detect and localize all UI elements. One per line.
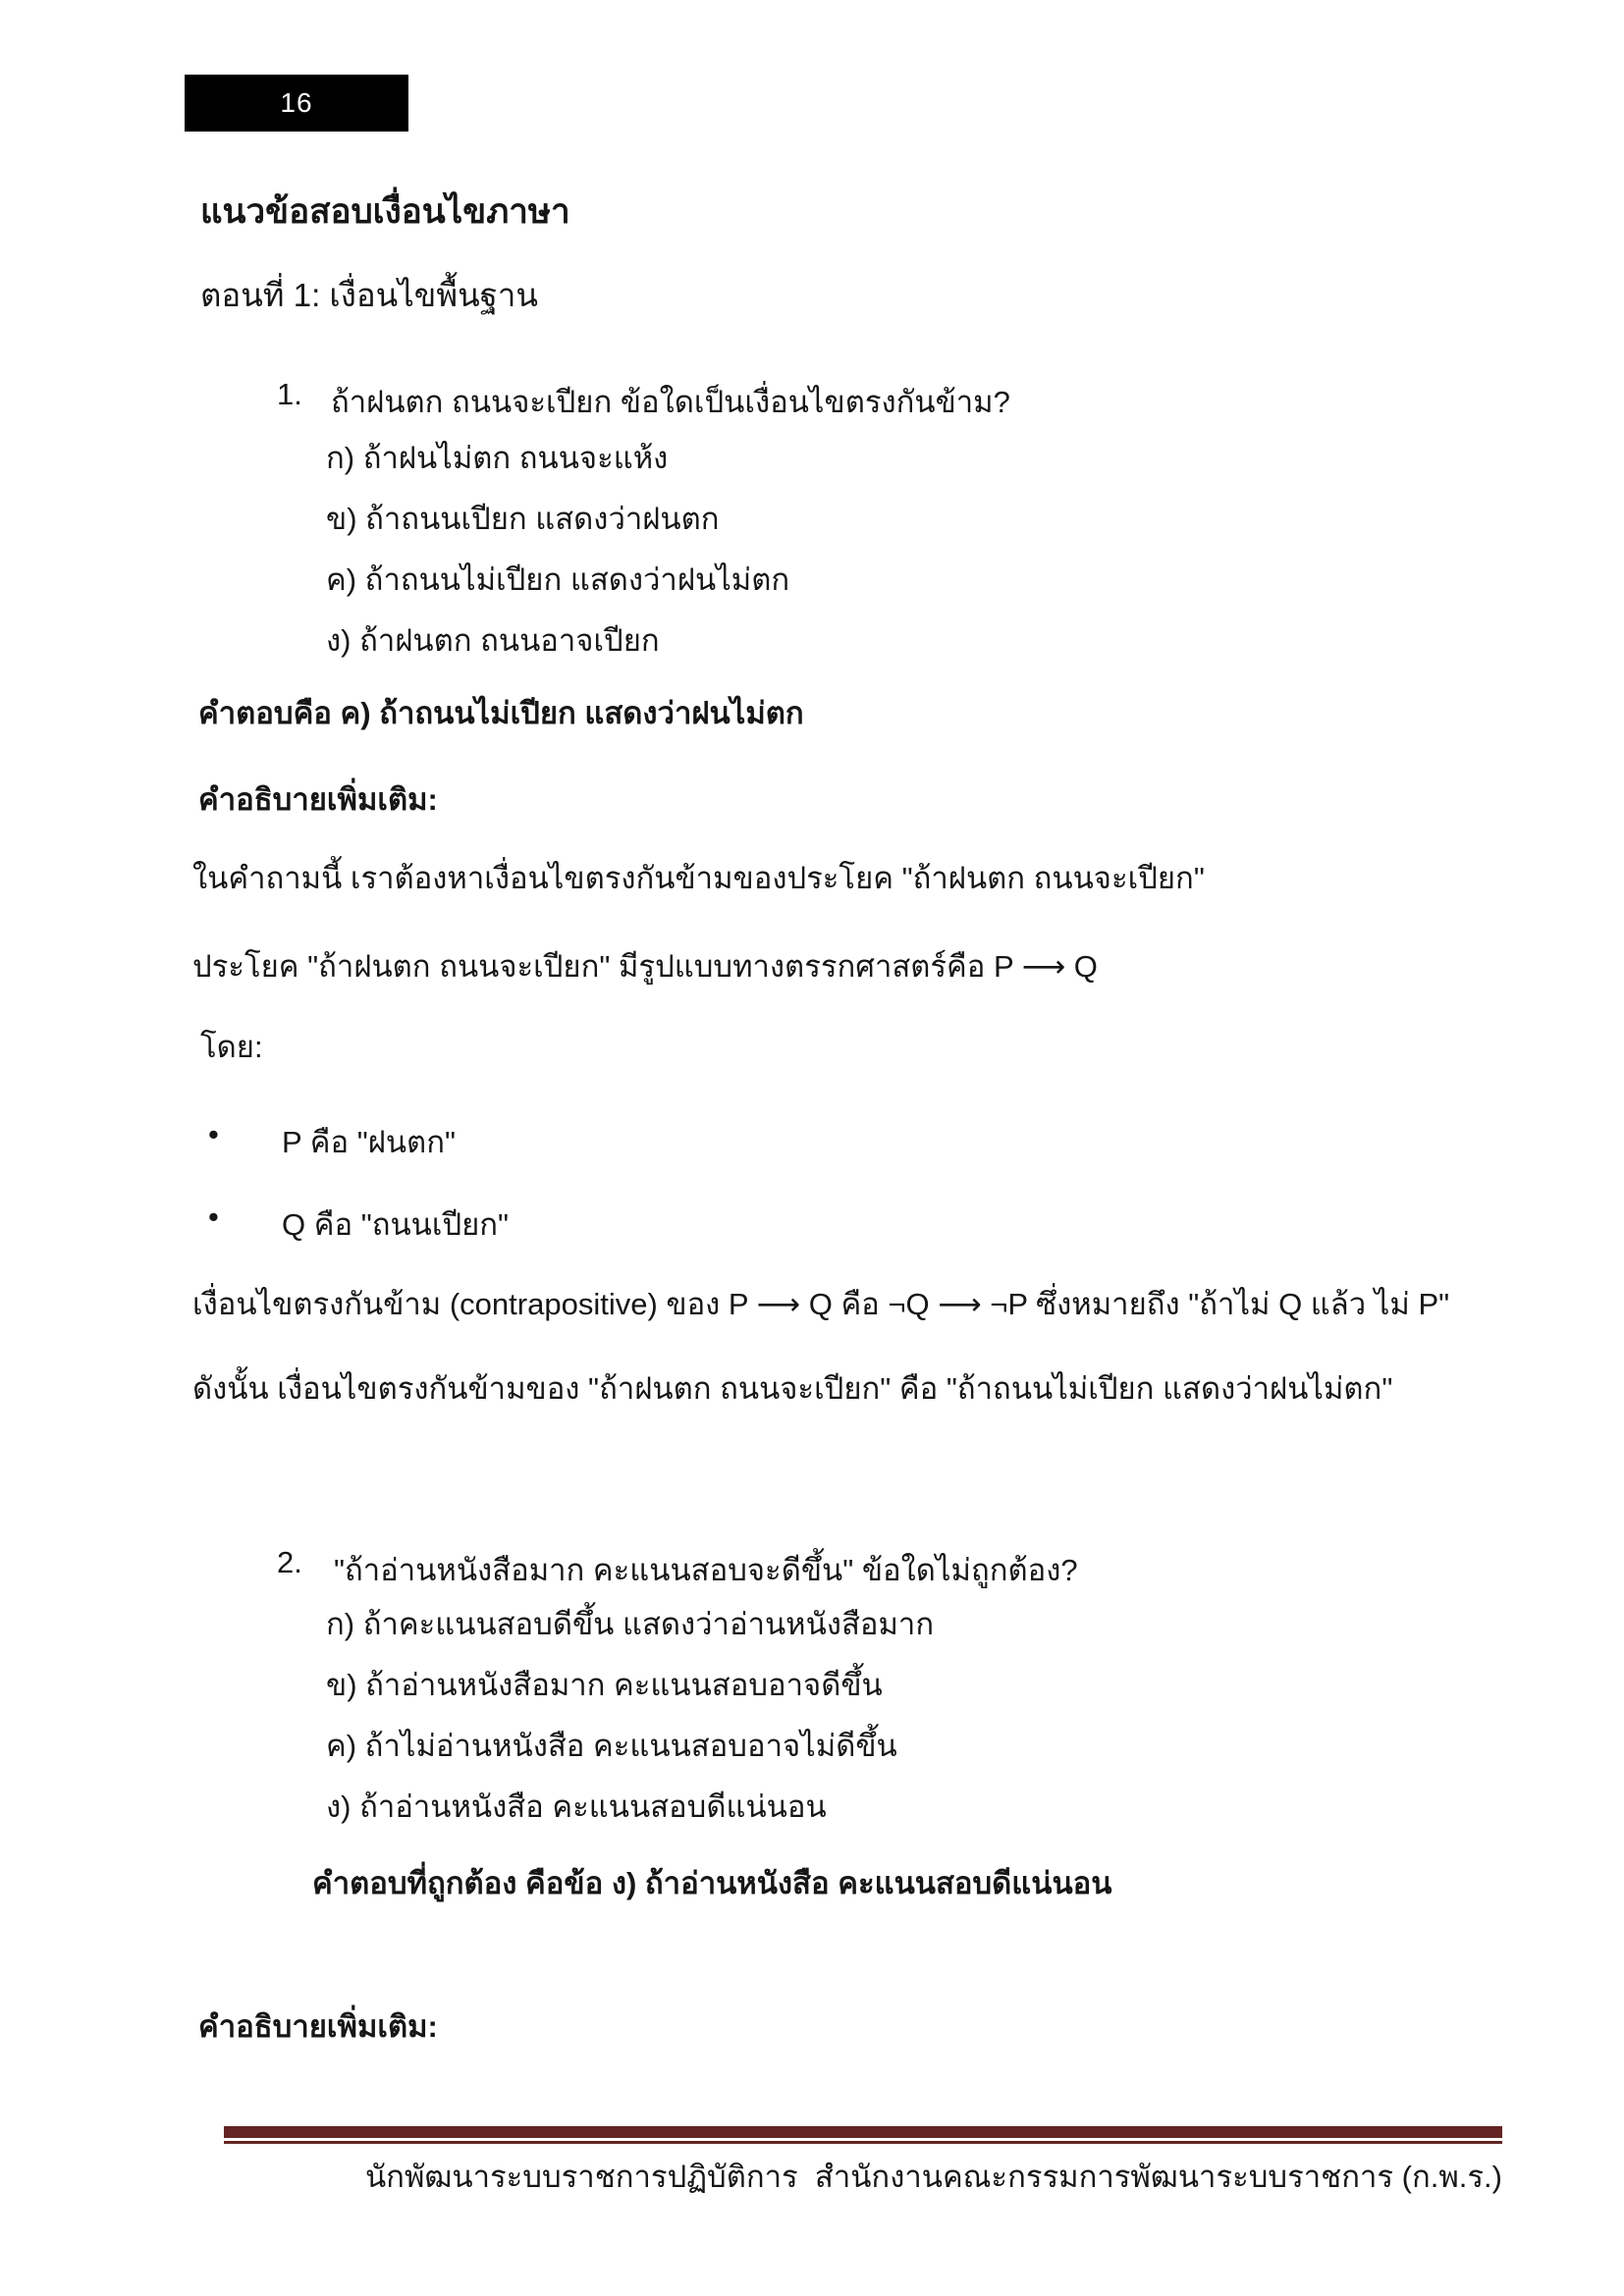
- explanation-paragraph-4: ดังนั้น เงื่อนไขตรงกันข้ามของ "ถ้าฝนตก ถนนจะเปียก" คือ "ถ้าถนนไม่เปียก แสดงว่าฝนไม่ตก": [192, 1371, 1393, 1406]
- question-1-answer: คำตอบคือ ค) ถ้าถนนไม่เปียก แสดงว่าฝนไม่ตก: [198, 696, 804, 730]
- question-1-text: ถ้าฝนตก ถนนจะเปียก ข้อใดเป็นเงื่อนไขตรงกันข้าม?: [331, 385, 1010, 419]
- question-1-option-a: ก) ถ้าฝนไม่ตก ถนนจะแห้ง: [326, 441, 669, 475]
- page-number: 16: [280, 87, 313, 118]
- question-1-explanation-heading: คำอธิบายเพิ่มเติม:: [198, 782, 438, 817]
- footer-rule-thick-line: [224, 2126, 1502, 2138]
- question-2-number: 2.: [277, 1545, 302, 1579]
- question-2-option-b: ข) ถ้าอ่านหนังสือมาก คะแนนสอบอาจดีขึ้น: [326, 1668, 883, 1702]
- page-number-box: [185, 75, 408, 132]
- explanation-paragraph-2: ประโยค "ถ้าฝนตก ถนนจะเปียก" มีรูปแบบทางตรรกศาสตร์คือ P ⟶ Q: [192, 949, 1098, 984]
- question-2-answer: คำตอบที่ถูกต้อง คือข้อ ง) ถ้าอ่านหนังสือ คะแนนสอบดีแน่นอน: [312, 1866, 1112, 1900]
- bullet-item-q: Q คือ "ถนนเปียก": [282, 1207, 510, 1242]
- question-1-option-c: ค) ถ้าถนนไม่เปียก แสดงว่าฝนไม่ตก: [326, 562, 790, 597]
- footer-text: นักพัฒนาระบบราชการปฏิบัติการ สำนักงานคณะกรรมการพัฒนาระบบราชการ (ก.พ.ร.): [364, 2160, 1502, 2194]
- bullet-item-p: P คือ "ฝนตก": [282, 1125, 456, 1159]
- question-2-explanation-heading: คำอธิบายเพิ่มเติม:: [198, 2009, 438, 2044]
- bullet-icon: •: [208, 1200, 219, 1234]
- question-2-text: "ถ้าอ่านหนังสือมาก คะแนนสอบจะดีขึ้น" ข้อใดไม่ถูกต้อง?: [334, 1553, 1078, 1587]
- bullet-icon: •: [208, 1117, 219, 1151]
- explanation-paragraph-1: ในคำถามนี้ เราต้องหาเงื่อนไขตรงกันข้ามของประโยค "ถ้าฝนตก ถนนจะเปียก": [192, 861, 1205, 895]
- footer-rule: [224, 2126, 1502, 2144]
- question-2-option-c: ค) ถ้าไม่อ่านหนังสือ คะแนนสอบอาจไม่ดีขึ้น: [326, 1729, 897, 1763]
- question-2-option-a: ก) ถ้าคะแนนสอบดีขึ้น แสดงว่าอ่านหนังสือมาก: [326, 1607, 935, 1641]
- explanation-paragraph-3: เงื่อนไขตรงกันข้าม (contrapositive) ของ P ⟶ Q คือ ¬Q ⟶ ¬P ซึ่งหมายถึง "ถ้าไม่ Q แล้ว ไม่ P": [192, 1287, 1450, 1321]
- document-title: แนวข้อสอบเงื่อนไขภาษา: [200, 192, 570, 231]
- question-2-option-d: ง) ถ้าอ่านหนังสือ คะแนนสอบดีแน่นอน: [326, 1789, 827, 1824]
- question-1-option-d: ง) ถ้าฝนตก ถนนอาจเปียก: [326, 623, 660, 658]
- question-1-option-b: ข) ถ้าถนนเปียก แสดงว่าฝนตก: [326, 502, 720, 536]
- by-label: โดย:: [200, 1030, 263, 1064]
- footer-rule-thin-line: [224, 2141, 1502, 2144]
- section-heading: ตอนที่ 1: เงื่อนไขพื้นฐาน: [200, 277, 538, 313]
- question-1-number: 1.: [277, 377, 302, 411]
